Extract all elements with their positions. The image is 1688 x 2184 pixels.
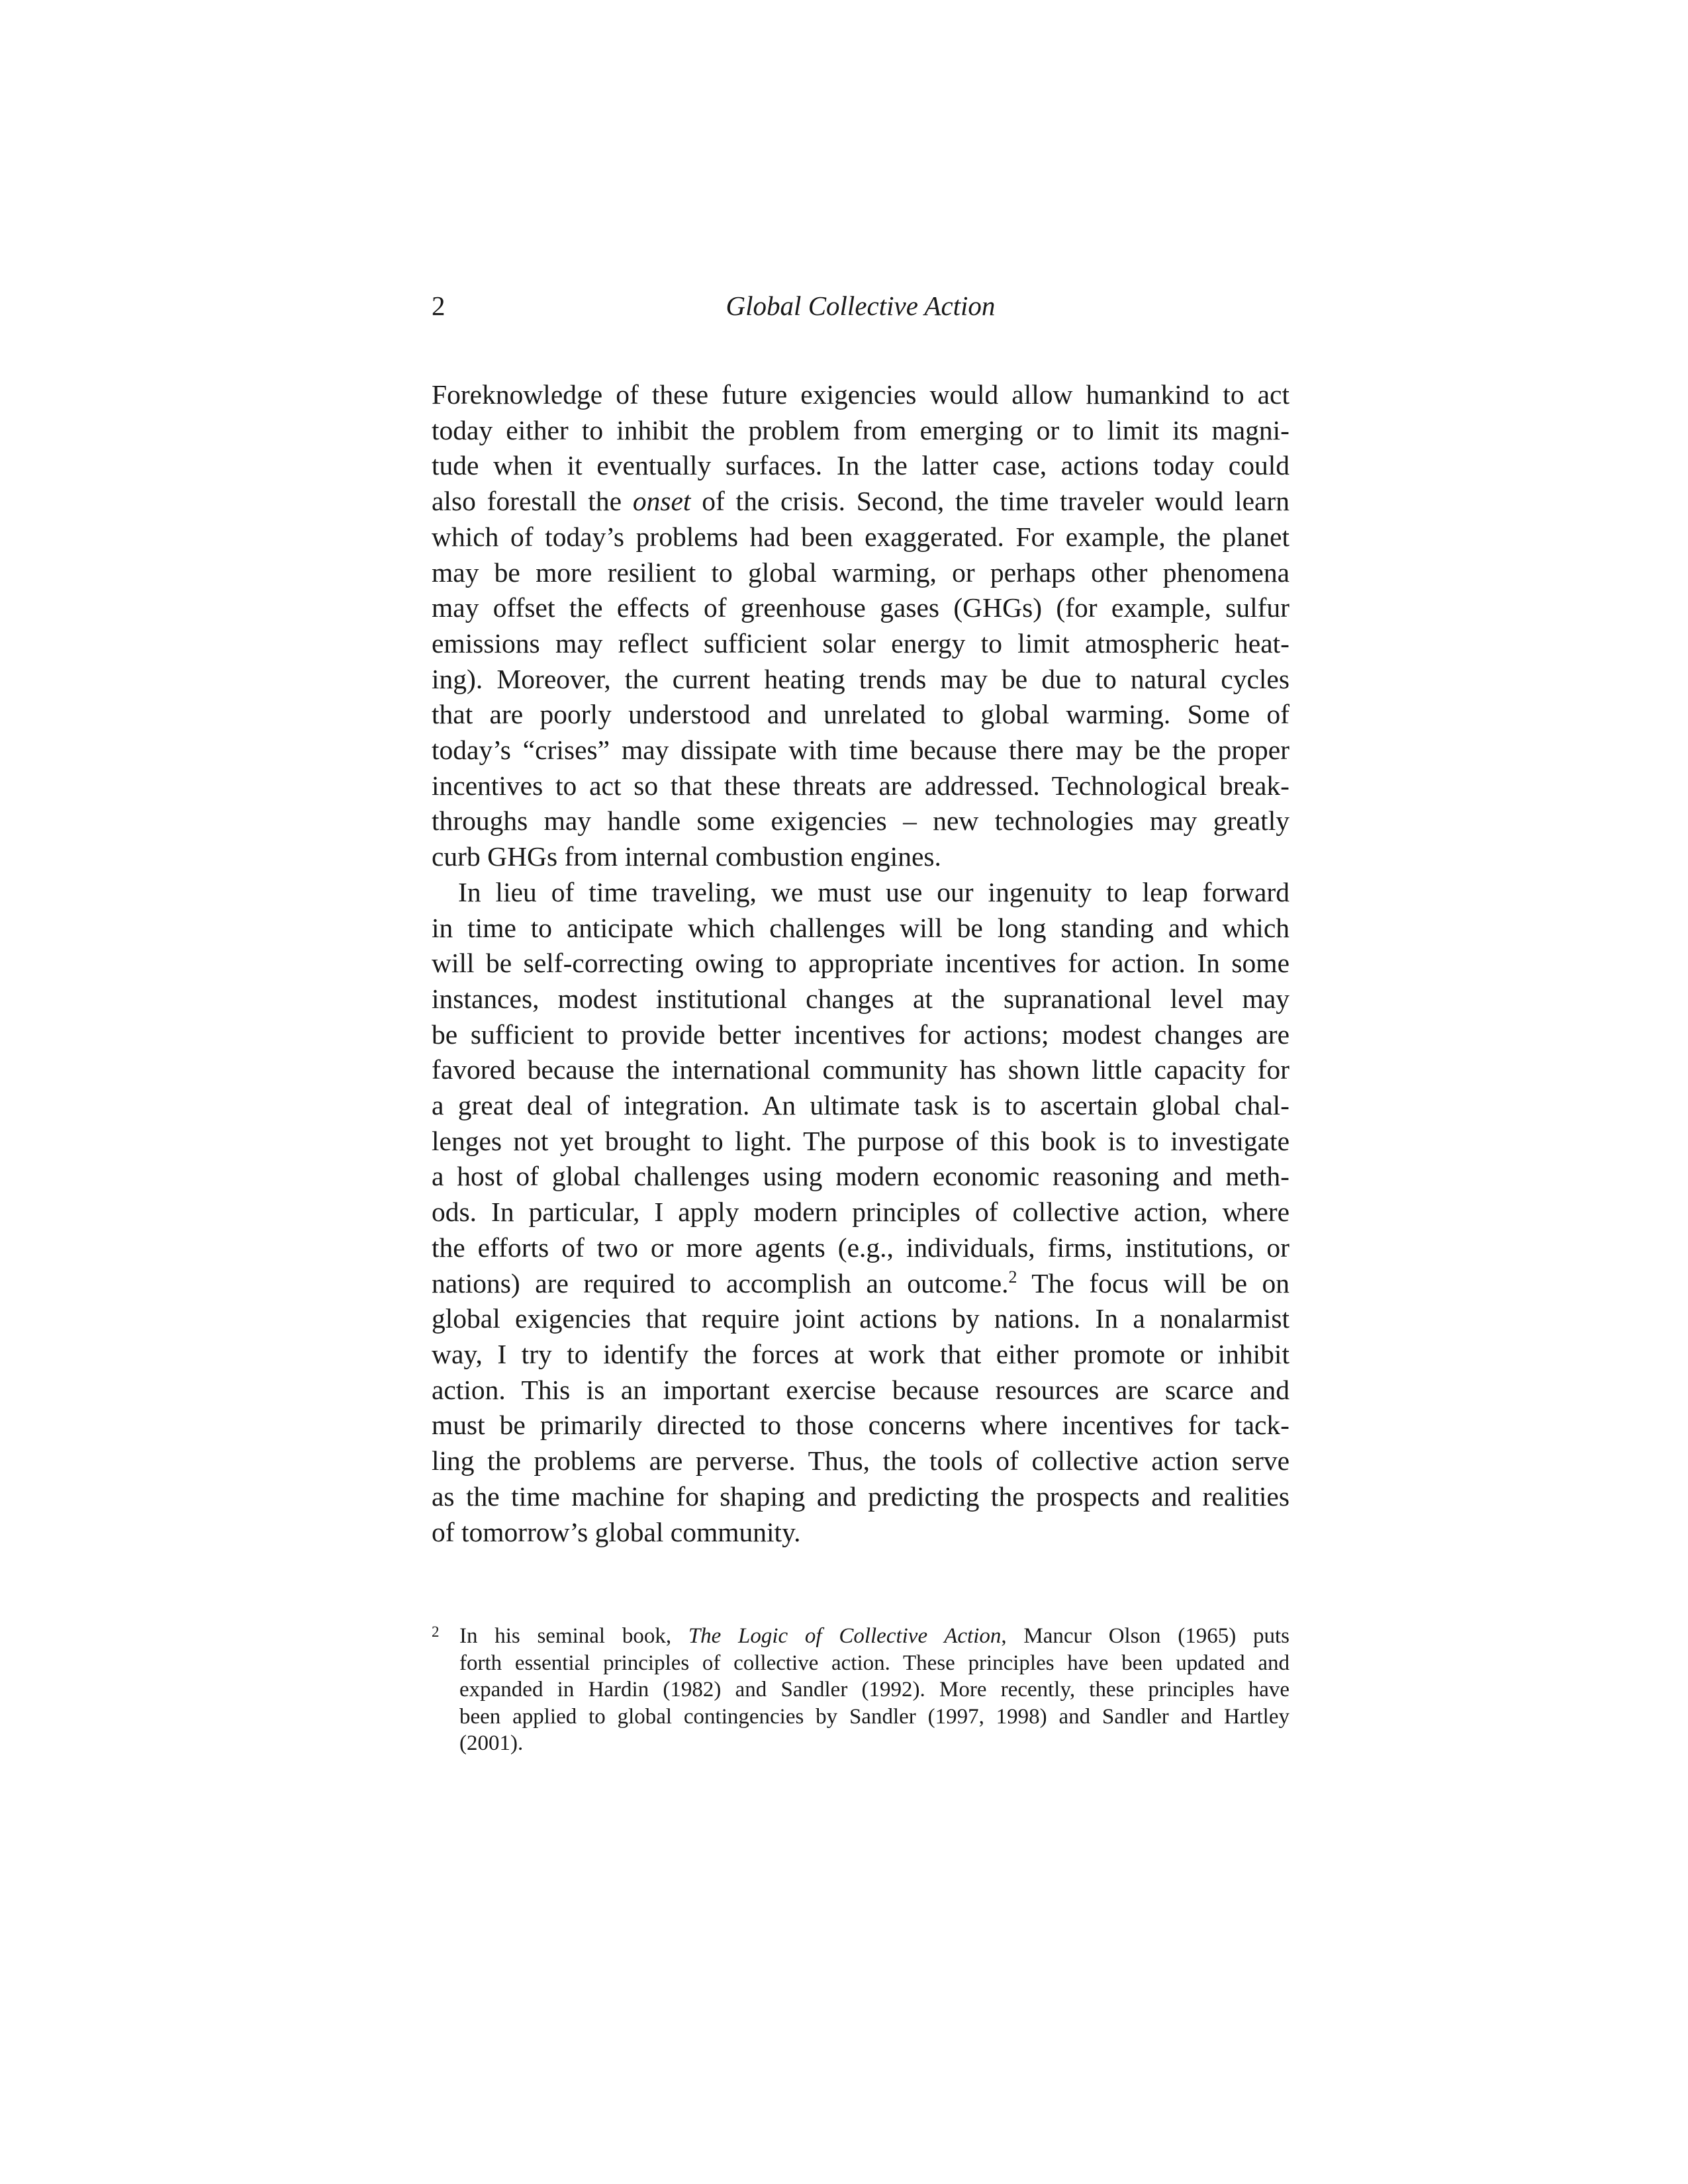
text-line	[432, 484, 1289, 520]
text-line: action. This is an important exercise because resources are scarce and	[432, 1374, 1289, 1405]
emphasis-onset: onset	[632, 486, 691, 517]
text-line: curb GHGs from internal combustion engines.	[432, 841, 941, 872]
text-fragment: of the crisis. Second, the time traveler would learn	[690, 486, 1289, 517]
footnote-line	[459, 1623, 1289, 1650]
footnote-line: been applied to global contingencies by Sandler (1997, 1998) and Sandler and Hartley	[459, 1704, 1289, 1729]
text-line: Foreknowledge of these future exigencies would allow humankind to act	[432, 379, 1289, 410]
footnote-reference[interactable]: 2	[1008, 1267, 1017, 1287]
text-fragment: , Mancur Olson (1965) puts	[1001, 1624, 1289, 1648]
text-line: global exigencies that require joint actions by nations. In a nonalarmist	[432, 1303, 1289, 1334]
footnote-marker: 2	[432, 1623, 440, 1640]
text-line: ling the problems are perverse. Thus, the tools of collective action serve	[432, 1445, 1289, 1477]
text-line: lenges not yet brought to light. The purpose of this book is to investigate	[432, 1125, 1289, 1156]
text-line: In lieu of time traveling, we must use our ingenuity to leap forward	[458, 876, 1289, 907]
text-line: today’s “crises” may dissipate with time because there may be the proper	[432, 735, 1289, 766]
text-line: a host of global challenges using modern economic reasoning and meth-	[432, 1161, 1289, 1192]
text-line: instances, modest institutional changes at the supranational level may	[432, 983, 1289, 1014]
footnote-line: expanded in Hardin (1982) and Sandler (1992). More recently, these principles have	[459, 1678, 1289, 1702]
text-line: as the time machine for shaping and predicting the prospects and realities	[432, 1480, 1289, 1512]
text-fragment: In his seminal book,	[459, 1624, 688, 1648]
text-line: which of today’s problems had been exaggerated. For example, the planet	[432, 521, 1289, 552]
text-line: throughs may handle some exigencies – new technologies may greatly	[432, 805, 1289, 837]
text-line: today either to inhibit the problem from emerging or to limit its magni-	[432, 414, 1289, 445]
body-text	[432, 377, 1289, 1550]
text-line: may be more resilient to global warming, or perhaps other phenomena	[432, 557, 1289, 588]
running-title: Global Collective Action	[726, 291, 996, 321]
text-line: that are poorly understood and unrelated to global warming. Some of	[432, 699, 1289, 730]
text-line: ing). Moreover, the current heating trends may be due to natural cycles	[432, 663, 1289, 694]
text-line: tude when it eventually surfaces. In the latter case, actions today could	[432, 450, 1289, 481]
text-line	[432, 1266, 1289, 1302]
running-head	[432, 286, 1289, 326]
text-line: be sufficient to provide better incentives for actions; modest changes are	[432, 1019, 1289, 1050]
text-fragment: The focus will be on	[1017, 1267, 1290, 1298]
text-line: a great deal of integration. An ultimate task is to ascertain global chal-	[432, 1090, 1289, 1121]
page-number: 2	[432, 291, 445, 321]
text-line: may offset the effects of greenhouse gases (GHGs) (for example, sulfur	[432, 592, 1289, 623]
text-line: incentives to act so that these threats are addressed. Technological break-	[432, 770, 1289, 801]
text-line: favored because the international community has shown little capacity for	[432, 1054, 1289, 1085]
text-line: the efforts of two or more agents (e.g., individuals, firms, institutions, or	[432, 1232, 1289, 1263]
text-line: must be primarily directed to those concerns where incentives for tack-	[432, 1410, 1289, 1441]
text-line: of tomorrow’s global community.	[432, 1516, 801, 1547]
text-line: ods. In particular, I apply modern principles of collective action, where	[432, 1197, 1289, 1228]
text-fragment: also forestall the	[432, 486, 633, 517]
footnote-line: forth essential principles of collective action. These principles have been updated and	[459, 1651, 1289, 1675]
book-title: The Logic of Collective Action	[688, 1624, 1002, 1648]
text-line: way, I try to identify the forces at work that either promote or inhibit	[432, 1338, 1289, 1369]
text-fragment: nations) are required to accomplish an outcome.	[432, 1267, 1009, 1298]
text-line: in time to anticipate which challenges will be long standing and which	[432, 912, 1289, 943]
footnote	[432, 1623, 1289, 1757]
text-line: emissions may reflect sufficient solar energy to limit atmospheric heat-	[432, 627, 1289, 659]
footnote-line: (2001).	[459, 1731, 524, 1755]
footnote-body	[459, 1623, 1289, 1757]
text-line: will be self-correcting owing to appropriate incentives for action. In some	[432, 948, 1289, 979]
